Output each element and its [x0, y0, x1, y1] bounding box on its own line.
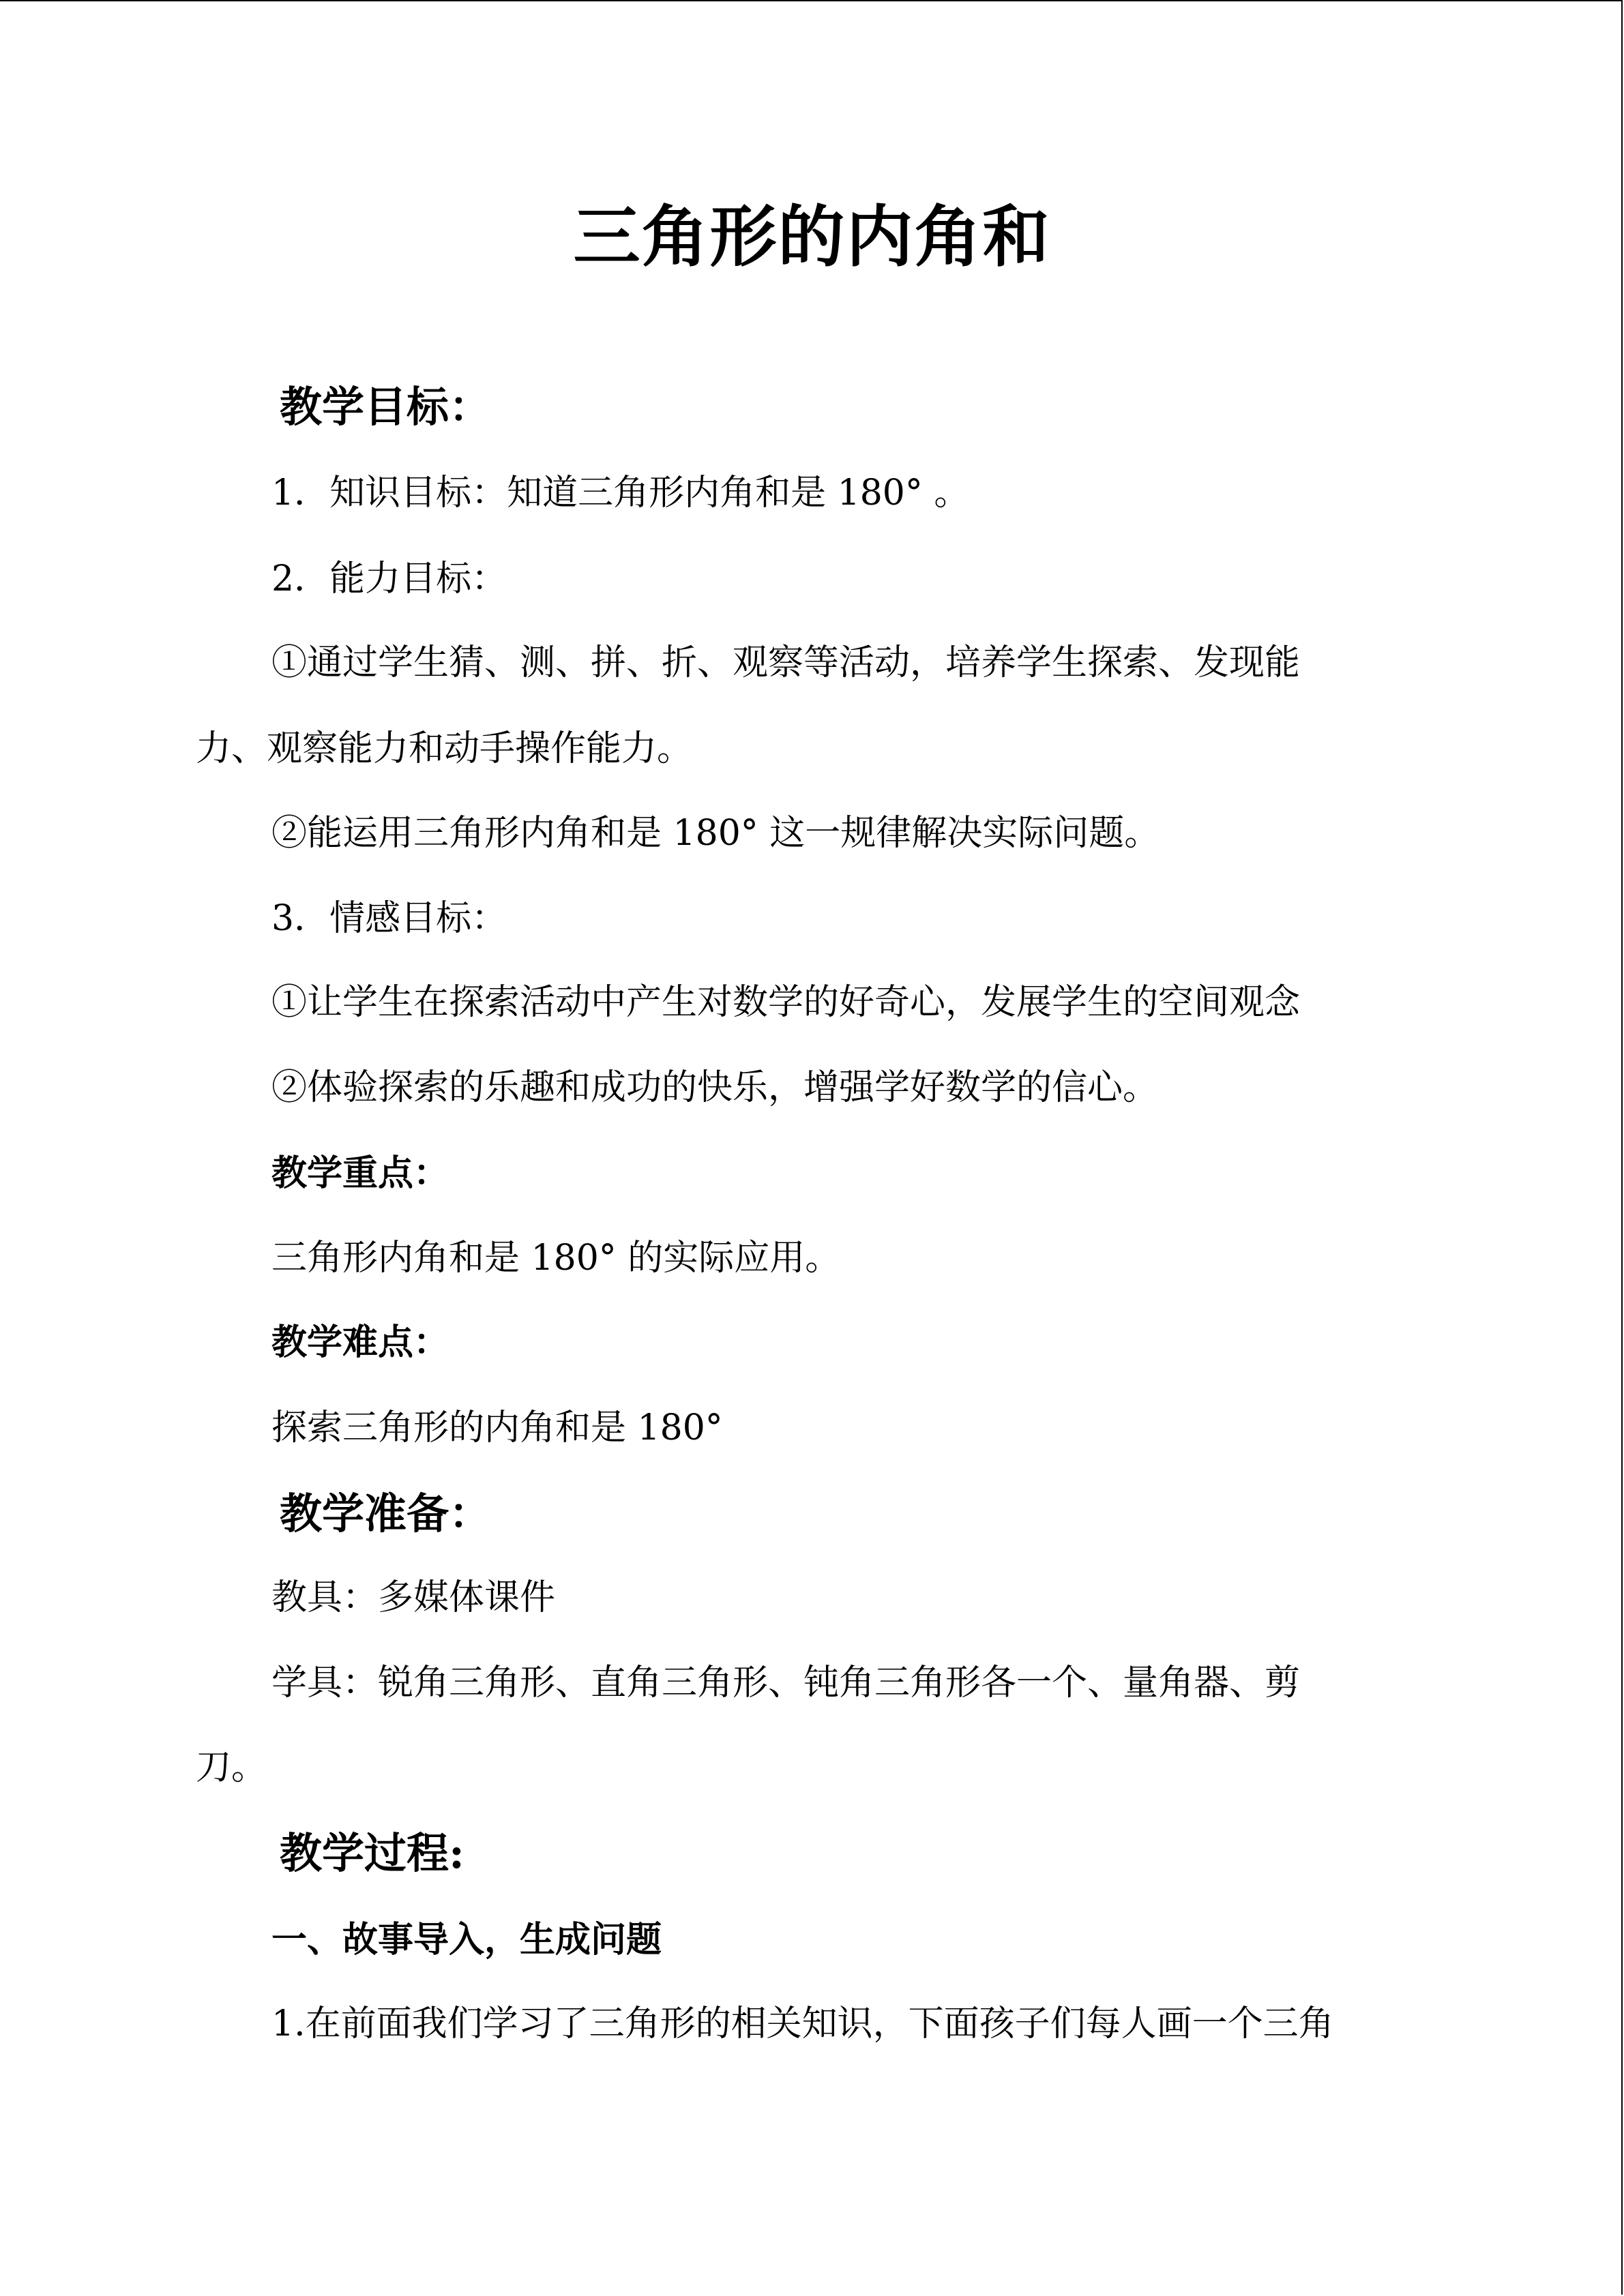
- objective-knowledge: 1．知识目标：知道三角形内角和是 180° 。: [271, 473, 970, 513]
- key-point-text: 三角形内角和是 180° 的实际应用。: [271, 1238, 841, 1279]
- student-tools-line-1: 学具：锐角三角形、直角三角形、钝角三角形各一个、量角器、剪: [271, 1663, 1301, 1703]
- difficulty-heading: 教学难点：: [271, 1322, 449, 1363]
- process-heading: 教学过程:: [280, 1828, 464, 1878]
- objective-emotion-item-2: ②体验探索的乐趣和成功的快乐，增强学好数学的信心。: [271, 1067, 1159, 1108]
- teacher-tools: 教具：多媒体课件: [271, 1577, 556, 1618]
- difficulty-text: 探索三角形的内角和是 180°: [271, 1407, 723, 1448]
- process-step-1-heading: 一、故事导入，生成问题: [271, 1919, 662, 1960]
- objective-ability-item-1-line-2: 力、观察能力和动手操作能力。: [196, 728, 693, 769]
- document-title: 三角形的内角和: [573, 198, 1051, 276]
- objective-emotion-item-1: ①让学生在探索活动中产生对数学的好奇心，发展学生的空间观念: [271, 982, 1301, 1023]
- objectives-heading: 教学目标：: [280, 382, 492, 432]
- preparation-heading: 教学准备：: [280, 1489, 492, 1538]
- objective-ability-item-1-line-1: ①通过学生猜、测、拼、折、观察等活动，培养学生探索、发现能: [271, 642, 1301, 683]
- objective-emotion: 3．情感目标：: [271, 898, 507, 939]
- process-step-1-text: 1.在前面我们学习了三角形的相关知识，下面孩子们每人画一个三角: [271, 2003, 1334, 2044]
- objective-ability-item-2: ②能运用三角形内角和是 180° 这一规律解决实际问题。: [271, 813, 1160, 854]
- student-tools-line-2: 刀。: [196, 1747, 267, 1788]
- objective-ability: 2．能力目标：: [271, 558, 507, 599]
- key-point-heading: 教学重点：: [271, 1152, 449, 1194]
